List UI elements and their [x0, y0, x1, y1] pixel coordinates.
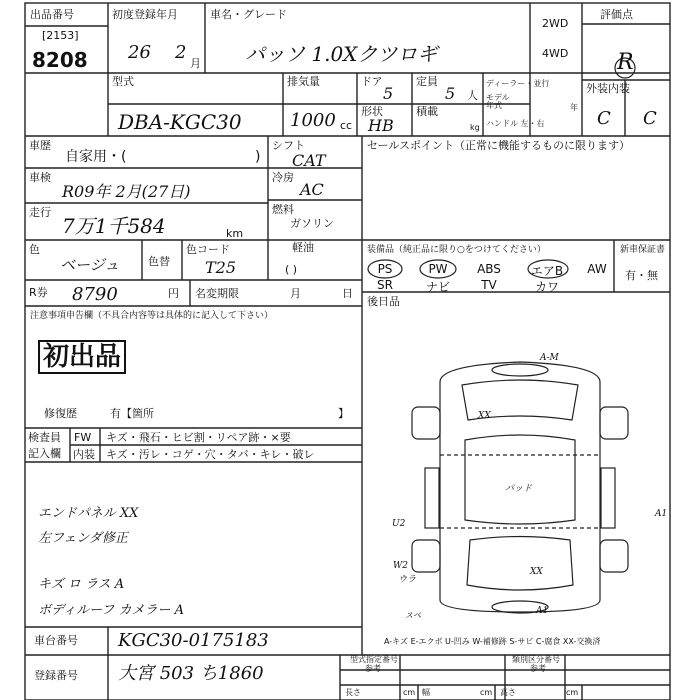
- model-value: パッソ 1.0Xクツロギ: [245, 42, 438, 66]
- ac-value: AC: [300, 180, 324, 199]
- diagram-mark: A1: [536, 606, 549, 616]
- cap-unit: 人: [467, 89, 478, 102]
- equipment-option: PW: [428, 262, 448, 276]
- cap-label: 定員: [416, 75, 438, 88]
- load-unit: kg: [470, 123, 480, 132]
- equipment-option: SR: [377, 278, 393, 292]
- diagram-mark: A-M: [540, 353, 559, 363]
- equipment-option: カワ: [534, 280, 559, 294]
- type-value: DBA-KGC30: [118, 110, 242, 134]
- load-label: 積載: [416, 105, 438, 118]
- lot-label: 出品番号: [30, 8, 74, 21]
- color-label: 色: [29, 243, 40, 256]
- rating-value: R: [617, 50, 634, 75]
- mileage-label: 走行: [29, 206, 51, 219]
- warranty-label: 新車保証書: [620, 245, 666, 255]
- class-num-label: 類別区分番号: [512, 655, 560, 664]
- history-label: 車歴: [29, 139, 51, 152]
- chassis-value: KGC30-0175183: [118, 630, 269, 651]
- first-reg-year: 26: [128, 42, 151, 63]
- drive-4wd: 4WD: [542, 47, 569, 60]
- equipment-option: TV: [481, 278, 497, 292]
- ext-int-label: 外装内装: [586, 82, 630, 95]
- sales-label: セールスポイント（正常に機能するものに限ります）: [367, 139, 631, 152]
- equipment-option: エアB: [530, 264, 564, 278]
- repair-close: 】: [338, 407, 349, 420]
- handwritten-line-3: キズ ロ ラス A: [38, 577, 125, 592]
- month-unit: 月: [190, 57, 201, 70]
- inspect-label: 車検: [29, 171, 51, 184]
- rating-label: 評価点: [600, 8, 633, 21]
- warranty-value: 有・無: [625, 269, 658, 282]
- model-label: 車名・グレード: [210, 8, 287, 21]
- interior-items: キズ・汚レ・コゲ・穴・タバ・キレ・破レ: [106, 448, 315, 461]
- inspector-label-2: 記入欄: [28, 447, 61, 460]
- diagram-mark: XX: [478, 411, 491, 421]
- handle-label: ハンドル 左・右: [486, 119, 545, 128]
- width-label: 幅: [422, 688, 430, 697]
- disp-unit: cc: [340, 119, 353, 132]
- height-label: 高さ: [500, 688, 516, 697]
- diagram-mark: XX: [530, 567, 543, 577]
- tax-value: 8790: [72, 284, 118, 305]
- tax-unit: 円: [168, 287, 179, 300]
- lot-sub: [2153]: [42, 29, 79, 42]
- repair-value: 有【箇所: [110, 407, 154, 420]
- colorcode-label: 色コード: [186, 243, 230, 256]
- equipment-option: PS: [377, 262, 393, 276]
- shape-value: HB: [368, 116, 394, 135]
- diagram-mark: ウラ: [398, 575, 417, 585]
- first-listing-stamp: 初出品: [38, 340, 126, 374]
- fuel-gas: ガソリン: [290, 217, 334, 230]
- handwritten-line-2: 左フェンダ修正: [38, 531, 128, 546]
- ac-label: 冷房: [272, 171, 294, 184]
- disp-value: 1000: [290, 110, 336, 131]
- diagram-mark: スペ: [405, 611, 421, 620]
- name-change-day: 日: [342, 287, 353, 300]
- reg-label: 登録番号: [34, 669, 78, 682]
- name-change-month: 月: [290, 287, 301, 300]
- shift-label: シフト: [272, 139, 305, 152]
- first-reg-month: 2: [175, 42, 187, 63]
- equipment-label: 装備品（純正品に限り○をつけてください）: [367, 245, 546, 255]
- inspect-value: R09年 2月(27日): [62, 182, 191, 201]
- handwritten-line-4: ボディルーフ カメラー A: [38, 603, 184, 618]
- tax-label: R券: [29, 286, 48, 299]
- fuel-diesel: 軽油: [292, 241, 314, 254]
- door-value: 5: [383, 84, 394, 103]
- door-label: ドア: [361, 75, 383, 88]
- fw-items: キズ・飛石・ヒビ割・リペア跡・×要: [106, 431, 291, 444]
- diagram-mark: W2: [393, 561, 408, 571]
- notes-label: 注意事項申告欄（不具合内容等は具体的に記入して下さい）: [30, 311, 274, 321]
- equipment-option: ナビ: [425, 280, 450, 294]
- shape-label: 形状: [361, 105, 383, 118]
- dealer-label: ディーラー・並行: [486, 79, 550, 88]
- mileage-value: 7万1千584: [62, 214, 166, 238]
- model-year-label: モデル年式: [486, 93, 510, 110]
- equipment-option: ABS: [477, 262, 501, 276]
- interior-label: 内装: [73, 448, 95, 461]
- lot-number: 8208: [32, 48, 88, 72]
- colorno-label: 色替: [148, 255, 170, 268]
- year-unit: 年: [570, 103, 578, 112]
- next-day-label: 後日品: [367, 295, 400, 308]
- equipment-option: AW: [587, 262, 607, 276]
- diagram-mark: A1: [655, 509, 668, 519]
- mileage-unit: km: [226, 227, 244, 240]
- width-cm: cm: [480, 688, 493, 697]
- fuel-label: 燃料: [272, 203, 294, 216]
- type-label: 型式: [112, 75, 134, 88]
- history-value: 自家用・(: [65, 149, 127, 165]
- diagram-legend: A-キズ E-エクボ U-凹み W-補修跡 S-サビ C-腐食 XX-交換済: [384, 637, 601, 646]
- length-cm: cm: [403, 688, 416, 697]
- name-change-label: 名変期限: [195, 287, 239, 300]
- ext-value: C: [597, 108, 611, 129]
- reg-value: 大宮 503 ち1860: [118, 663, 264, 684]
- shift-value: CAT: [292, 151, 326, 170]
- colorcode-value: T25: [205, 258, 237, 277]
- chassis-label: 車台番号: [34, 634, 78, 647]
- int-value: C: [643, 108, 657, 129]
- type-num-label: 型式指定番号: [350, 655, 398, 664]
- fuel-other: ( ): [285, 263, 298, 276]
- history-close: ): [255, 149, 261, 165]
- disp-label: 排気量: [287, 75, 320, 88]
- diagram-mark: U2: [392, 519, 406, 529]
- first-reg-label: 初度登録年月: [112, 8, 178, 21]
- height-cm: cm: [566, 688, 579, 697]
- color-value: ベージュ: [60, 256, 120, 274]
- cap-value: 5: [445, 84, 456, 103]
- drive-2wd: 2WD: [542, 17, 569, 30]
- inspector-label-1: 検査員: [28, 431, 61, 444]
- handwritten-line-1: エンドパネル XX: [38, 506, 139, 521]
- diagram-mark: パッド: [505, 484, 533, 494]
- repair-label: 修復歴: [44, 407, 77, 420]
- class-num-sub: 参考: [530, 664, 546, 673]
- fw-label: FW: [74, 431, 92, 444]
- length-label: 長さ: [345, 688, 361, 697]
- type-num-sub: 参考: [365, 664, 381, 673]
